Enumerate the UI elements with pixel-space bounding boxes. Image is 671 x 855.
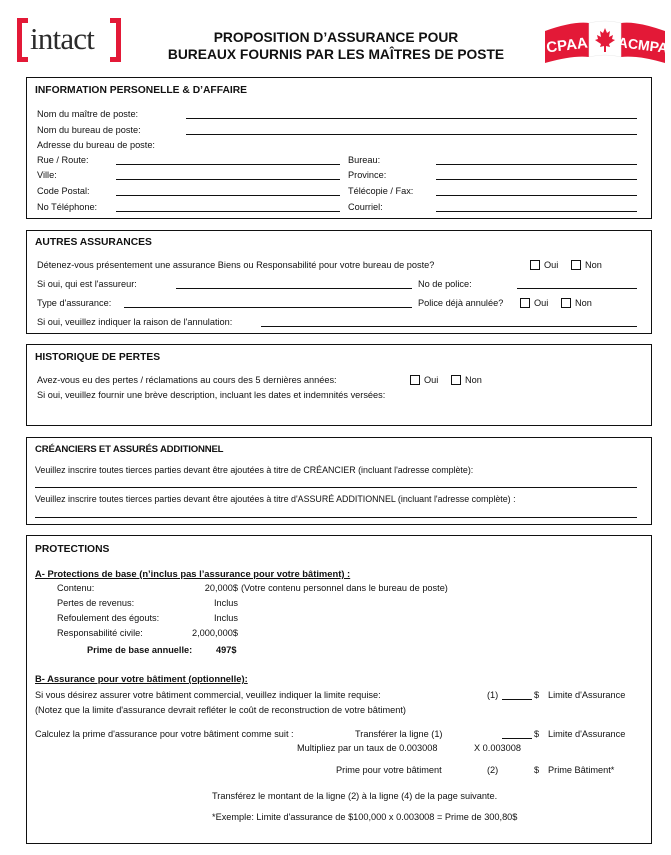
- policy-no-label: No de police:: [418, 279, 472, 289]
- current-insurance-no-label: Non: [585, 260, 602, 270]
- cancel-reason-label: Si oui, veuillez indiquer la raison de l'annulation:: [37, 317, 233, 327]
- loss-no-label: Non: [465, 375, 482, 385]
- line1-number: (1): [487, 690, 499, 700]
- current-insurance-yes-label: Oui: [544, 260, 559, 270]
- coverage-note-contents: (Votre contenu personnel dans le bureau de poste): [241, 583, 448, 593]
- page-title-line2: BUREAUX FOURNIS PAR LES MAÎTRES DE POSTE: [167, 47, 505, 62]
- intact-logo: [17, 18, 121, 62]
- building-limit-field[interactable]: [502, 699, 532, 700]
- svg-text:ACMPA: ACMPA: [617, 33, 667, 57]
- policy-cancelled-no-label: Non: [575, 298, 592, 308]
- coverage-label-revenue-loss: Pertes de revenus:: [57, 598, 135, 608]
- section-title-personal: INFORMATION PERSONELLE & D’AFFAIRE: [35, 85, 248, 96]
- cancel-reason-field[interactable]: [261, 326, 637, 327]
- coverage-label-sewer-backup: Refoulement des égouts:: [57, 613, 160, 623]
- building-premium-field[interactable]: [502, 764, 532, 776]
- insurance-type-label: Type d'assurance:: [37, 298, 112, 308]
- line2-number: (2): [487, 765, 499, 775]
- policy-cancelled-no-checkbox[interactable]: [561, 298, 571, 308]
- multiply-value: X 0.003008: [474, 743, 522, 753]
- current-insurance-question: Détenez-vous présentement une assurance Biens ou Responsabilité pour votre bureau de poste?: [37, 260, 435, 270]
- logo-bracket-right: [110, 18, 121, 62]
- street-label: Rue / Route:: [37, 155, 89, 165]
- svg-text:CPAA: CPAA: [545, 34, 589, 57]
- insurer-label: Si oui, qui est l'assureur:: [37, 279, 137, 289]
- page-title-line1: PROPOSITION D’ASSURANCE POUR: [213, 30, 459, 45]
- cpaa-flag-banner-icon: [543, 17, 667, 67]
- postmaster-name-field[interactable]: [186, 118, 637, 119]
- transfer-note: Transférez le montant de la ligne (2) à la ligne (4) de la page suivante.: [212, 791, 498, 801]
- email-label: Courriel:: [348, 202, 383, 212]
- section-title-other-insurance: AUTRES ASSURANCES: [35, 237, 152, 248]
- loss-question: Avez-vous eu des pertes / réclamations au cours des 5 dernières années:: [37, 375, 337, 385]
- insurer-field[interactable]: [176, 288, 412, 289]
- building-premium-suffix: Prime Bâtiment*: [548, 765, 615, 775]
- calc-dollar: $: [534, 729, 540, 739]
- limit-note: (Notez que la limite d'assurance devrait refléter le coût de reconstruction de votre bâtiment): [35, 705, 406, 715]
- cpaa-acmpa-logo: [543, 17, 667, 67]
- coverage-label-liability: Responsabilité civile:: [57, 628, 143, 638]
- office-name-field[interactable]: [186, 134, 637, 135]
- current-insurance-yes-checkbox[interactable]: [530, 260, 540, 270]
- loss-description-field[interactable]: [37, 403, 637, 421]
- policy-cancelled-yes-checkbox[interactable]: [520, 298, 530, 308]
- coverage-value-revenue-loss: Inclus: [213, 598, 238, 608]
- building-premium-label: Prime pour votre bâtiment: [336, 765, 442, 775]
- intact-logo-text: intact: [30, 21, 95, 56]
- street-field[interactable]: [116, 164, 340, 165]
- loss-yes-checkbox[interactable]: [410, 375, 420, 385]
- logo-bracket-left: [17, 18, 28, 62]
- province-label: Province:: [348, 170, 387, 180]
- loss-no-checkbox[interactable]: [451, 375, 461, 385]
- coverage-label-contents: Contenu:: [57, 583, 95, 593]
- section-title-loss-history: HISTORIQUE DE PERTES: [35, 352, 161, 363]
- office-label: Bureau:: [348, 155, 381, 165]
- current-insurance-no-checkbox[interactable]: [571, 260, 581, 270]
- phone-label: No Téléphone:: [37, 202, 98, 212]
- email-field[interactable]: [436, 211, 637, 212]
- line1-dollar: $: [534, 690, 540, 700]
- coverage-value-contents: 20,000$: [204, 583, 238, 593]
- section-title-creditors: CRÉANCIERS ET ASSURÉS ADDITIONNEL: [35, 444, 224, 455]
- city-field[interactable]: [116, 179, 340, 180]
- transferred-limit-field[interactable]: [502, 738, 532, 739]
- phone-field[interactable]: [116, 211, 340, 212]
- multiply-label: Multipliez par un taux de 0.003008: [297, 743, 438, 753]
- office-field[interactable]: [436, 164, 637, 165]
- coverage-value-liability: 2,000,000$: [192, 628, 238, 638]
- transfer-line1-label: Transférer la ligne (1): [355, 729, 443, 739]
- fax-label: Télécopie / Fax:: [348, 186, 414, 196]
- additional-insured-field[interactable]: [35, 517, 637, 518]
- section-a-title: A- Protections de base (n’inclus pas l’assurance pour votre bâtiment) :: [35, 568, 351, 579]
- postal-code-field[interactable]: [116, 195, 340, 196]
- city-label: Ville:: [37, 170, 57, 180]
- office-name-label: Nom du bureau de poste:: [37, 125, 141, 135]
- example-note: *Exemple: Limite d'assurance de $100,000 x 0.003008 = Prime de 300,80$: [212, 812, 518, 822]
- fax-field[interactable]: [436, 195, 637, 196]
- creditor-field[interactable]: [35, 487, 637, 488]
- loss-description-label: Si oui, veuillez fournir une brève description, incluant les dates et indemnités versées:: [37, 390, 386, 400]
- section-b-title: B- Assurance pour votre bâtiment (optionnelle):: [35, 673, 248, 684]
- loss-yes-label: Oui: [424, 375, 439, 385]
- additional-insured-label: Veuillez inscrire toutes tierces parties devant être ajoutées à titre d'ASSURÉ ADDITIONNEL (incluant l'adresse complète) :: [35, 494, 516, 504]
- policy-no-field[interactable]: [517, 288, 637, 289]
- section-title-protections: PROTECTIONS: [35, 544, 110, 555]
- coverage-value-sewer-backup: Inclus: [213, 613, 238, 623]
- postmaster-name-label: Nom du maître de poste:: [37, 109, 139, 119]
- province-field[interactable]: [436, 179, 637, 180]
- annual-premium-label: Prime de base annuelle:: [87, 645, 193, 655]
- creditor-label: Veuillez inscrire toutes tierces parties devant être ajoutées à titre de CRÉANCIER (incluant l'adresse complète):: [35, 465, 474, 475]
- office-address-label: Adresse du bureau de poste:: [37, 140, 155, 150]
- insurance-type-field[interactable]: [124, 307, 412, 308]
- calc-limit-label: Limite d'Assurance: [548, 729, 626, 739]
- line1-limit-label: Limite d'Assurance: [548, 690, 626, 700]
- policy-cancelled-yes-label: Oui: [534, 298, 549, 308]
- limit-question: Si vous désirez assurer votre bâtiment commercial, veuillez indiquer la limite requise:: [35, 690, 381, 700]
- policy-cancelled-question: Police déjà annulée?: [418, 298, 504, 308]
- calc-label: Calculez la prime d'assurance pour votre bâtiment comme suit :: [35, 729, 294, 739]
- annual-premium-value: 497$: [216, 645, 237, 655]
- line2-dollar: $: [534, 765, 540, 775]
- postal-code-label: Code Postal:: [37, 186, 90, 196]
